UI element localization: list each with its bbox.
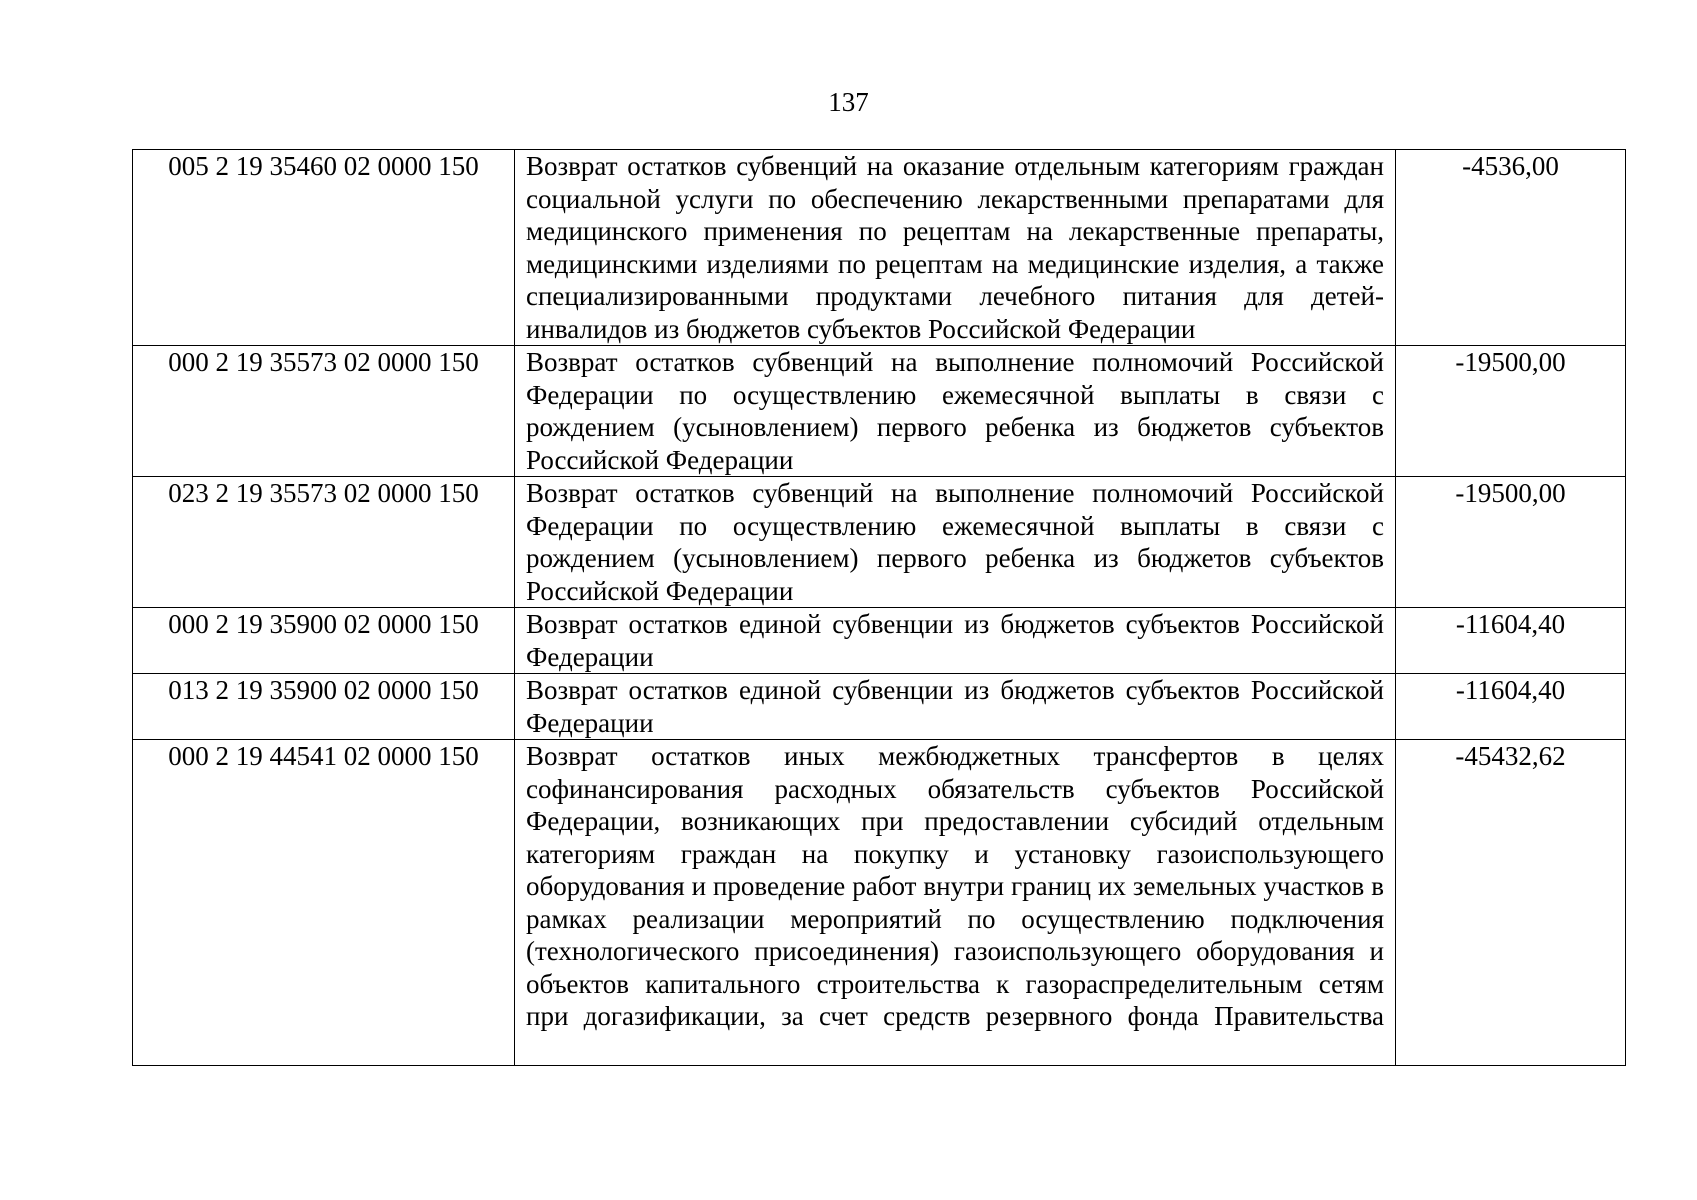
budget-item-name: Возврат остатков единой субвенции из бюджетов субъектов Российской Федерации — [515, 674, 1396, 740]
budget-code: 005 2 19 35460 02 0000 150 — [133, 150, 515, 346]
table-row — [133, 477, 1626, 608]
table-row — [133, 150, 1626, 346]
page-number: 137 — [828, 87, 869, 117]
budget-item-name: Возврат остатков субвенций на оказание отдельным категориям граждан социальной услуги по обеспечению лекарственными препаратами для медицинского применения по рецептам на лекарственные препараты, медицинскими изделиями по рецептам на медицинские изделия, а также специализированными продуктами лечебного питания для детей-инвалидов из бюджетов субъектов Российской Федерации — [515, 150, 1396, 346]
budget-amount: -4536,00 — [1396, 150, 1626, 346]
budget-code: 013 2 19 35900 02 0000 150 — [133, 674, 515, 740]
budget-amount: -19500,00 — [1396, 477, 1626, 608]
budget-item-name: Возврат остатков субвенций на выполнение полномочий Российской Федерации по осуществлению ежемесячной выплаты в связи с рождением (усыновлением) первого ребенка из бюджетов субъектов Российской Федерации — [515, 477, 1396, 608]
budget-item-name: Возврат остатков единой субвенции из бюджетов субъектов Российской Федерации — [515, 608, 1396, 674]
budget-amount: -11604,40 — [1396, 608, 1626, 674]
budget-code: 000 2 19 44541 02 0000 150 — [133, 740, 515, 1066]
budget-amount: -19500,00 — [1396, 346, 1626, 477]
budget-code: 023 2 19 35573 02 0000 150 — [133, 477, 515, 608]
budget-code: 000 2 19 35900 02 0000 150 — [133, 608, 515, 674]
budget-item-name — [515, 740, 1396, 1066]
table-row — [133, 346, 1626, 477]
table-row — [133, 608, 1626, 674]
budget-table — [132, 149, 1626, 1066]
table-row — [133, 674, 1626, 740]
budget-item-name-text: Возврат остатков иных межбюджетных трансфертов в целях софинансирования расходных обязательств субъектов Российской Федерации, возникающих при предоставлении субсидий отдельным категориям граждан на покупку и установку газоиспользующего оборудования и проведение работ внутри границ их земельных участков в рамках реализации мероприятий по осуществлению подключения (технологического присоединения) газоиспользующего оборудования и объектов капитального строительства к газораспределительным сетям при догазификации, за счет средств резервного фонда Правительства — [526, 741, 1384, 1031]
table-row — [133, 740, 1626, 1066]
budget-amount: -11604,40 — [1396, 674, 1626, 740]
budget-item-name: Возврат остатков субвенций на выполнение полномочий Российской Федерации по осуществлению ежемесячной выплаты в связи с рождением (усыновлением) первого ребенка из бюджетов субъектов Российской Федерации — [515, 346, 1396, 477]
budget-amount: -45432,62 — [1396, 740, 1626, 1066]
budget-code: 000 2 19 35573 02 0000 150 — [133, 346, 515, 477]
